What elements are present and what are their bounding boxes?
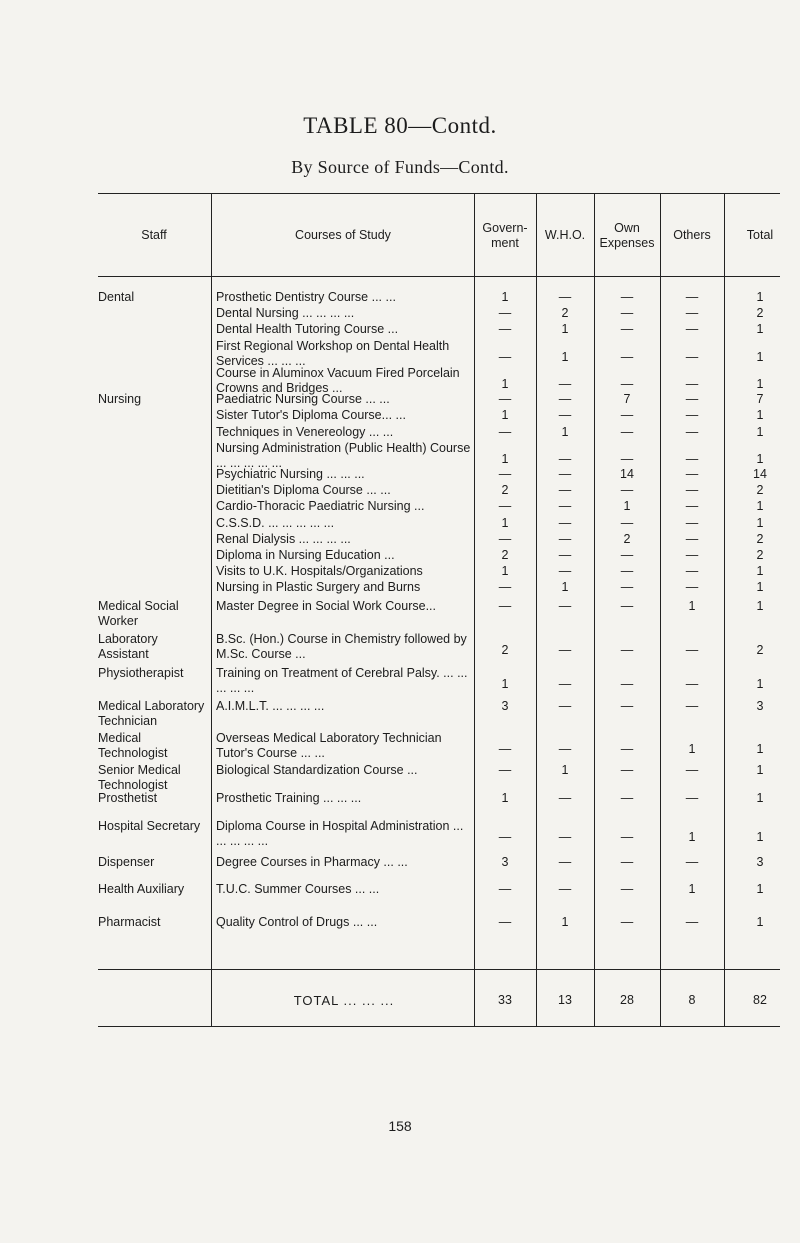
row-government: 1 xyxy=(501,377,509,391)
row-who: — xyxy=(558,855,572,869)
row-own-expenses: — xyxy=(620,322,634,336)
total-others: 8 xyxy=(688,993,696,1007)
row-own-expenses: 2 xyxy=(623,532,631,546)
row-total: 14 xyxy=(753,467,767,481)
row-government: — xyxy=(498,830,512,844)
row-course: C.S.S.D. ... ... ... ... ... xyxy=(216,516,335,530)
total-total: 82 xyxy=(753,993,767,1007)
row-own-expenses: — xyxy=(620,290,634,304)
row-own-expenses: — xyxy=(620,763,634,777)
row-who: 1 xyxy=(561,580,569,594)
row-own-expenses: — xyxy=(620,452,634,466)
row-total: 3 xyxy=(756,855,764,869)
row-staff: Physiotherapist xyxy=(98,666,184,680)
row-others: — xyxy=(685,452,699,466)
row-others: — xyxy=(685,763,699,777)
row-course: Quality Control of Drugs ... ... xyxy=(216,915,378,929)
row-others: — xyxy=(685,467,699,481)
row-total: 1 xyxy=(756,290,764,304)
row-total: 3 xyxy=(756,699,764,713)
row-who: 1 xyxy=(561,322,569,336)
row-own-expenses: — xyxy=(620,882,634,896)
row-government: 1 xyxy=(501,677,509,691)
table-title: TABLE 80—Contd. xyxy=(303,113,497,138)
row-staff: Health Auxiliary xyxy=(98,882,185,896)
row-course: Course in Aluminox Vacuum Fired Porcelain Crowns and Bridges ... xyxy=(216,366,460,395)
row-government: 1 xyxy=(501,564,509,578)
row-others: — xyxy=(685,791,699,805)
row-who: 1 xyxy=(561,350,569,364)
row-others: — xyxy=(685,392,699,406)
row-course: First Regional Workshop on Dental Health Services ... ... ... xyxy=(216,339,450,368)
total-top-rule xyxy=(98,969,780,970)
row-government: 1 xyxy=(501,452,509,466)
row-own-expenses: — xyxy=(620,425,634,439)
row-government: 3 xyxy=(501,855,509,869)
row-total: 1 xyxy=(756,830,764,844)
row-government: 2 xyxy=(501,548,509,562)
row-others: — xyxy=(685,532,699,546)
row-total: 1 xyxy=(756,677,764,691)
row-total: 1 xyxy=(756,425,764,439)
row-own-expenses: — xyxy=(620,580,634,594)
row-own-expenses: — xyxy=(620,855,634,869)
header-total: Total xyxy=(746,228,774,242)
row-who: — xyxy=(558,408,572,422)
row-own-expenses: — xyxy=(620,830,634,844)
row-own-expenses: — xyxy=(620,408,634,422)
row-total: 1 xyxy=(756,564,764,578)
row-who: — xyxy=(558,742,572,756)
row-others: 1 xyxy=(688,882,696,896)
row-total: 1 xyxy=(756,377,764,391)
row-own-expenses: — xyxy=(620,350,634,364)
row-own-expenses: — xyxy=(620,699,634,713)
row-others: — xyxy=(685,425,699,439)
row-course: Biological Standardization Course ... xyxy=(216,763,418,777)
row-total: 1 xyxy=(756,882,764,896)
row-own-expenses: — xyxy=(620,599,634,613)
row-own-expenses: — xyxy=(620,791,634,805)
row-course: Prosthetic Dentistry Course ... ... xyxy=(216,290,396,304)
row-government: 3 xyxy=(501,699,509,713)
page-number: 158 xyxy=(388,1118,412,1134)
row-staff: Dental xyxy=(98,290,135,304)
row-government: — xyxy=(498,580,512,594)
row-others: — xyxy=(685,643,699,657)
row-others: — xyxy=(685,483,699,497)
row-course: Diploma in Nursing Education ... xyxy=(216,548,395,562)
row-course: Diploma Course in Hospital Administration ... ... ... ... ... xyxy=(216,819,464,848)
row-government: 1 xyxy=(501,516,509,530)
row-course: Master Degree in Social Work Course... xyxy=(216,599,436,613)
row-others: — xyxy=(685,855,699,869)
row-who: — xyxy=(558,677,572,691)
row-staff: Hospital Secretary xyxy=(98,819,201,833)
row-others: — xyxy=(685,408,699,422)
row-others: — xyxy=(685,499,699,513)
row-who: 1 xyxy=(561,763,569,777)
row-others: 1 xyxy=(688,742,696,756)
row-own-expenses: — xyxy=(620,915,634,929)
row-others: — xyxy=(685,548,699,562)
row-total: 2 xyxy=(756,532,764,546)
row-who: — xyxy=(558,548,572,562)
row-total: 1 xyxy=(756,516,764,530)
row-others: 1 xyxy=(688,599,696,613)
header-bottom-rule xyxy=(98,276,780,277)
row-who: — xyxy=(558,499,572,513)
row-own-expenses: 1 xyxy=(623,499,631,513)
row-government: 1 xyxy=(501,408,509,422)
row-government: — xyxy=(498,467,512,481)
row-course: Training on Treatment of Cerebral Palsy. ... ... ... ... ... xyxy=(216,666,468,695)
row-own-expenses: — xyxy=(620,516,634,530)
row-government: 2 xyxy=(501,483,509,497)
row-own-expenses: — xyxy=(620,483,634,497)
row-who: — xyxy=(558,290,572,304)
row-others: — xyxy=(685,306,699,320)
row-total: 2 xyxy=(756,483,764,497)
total-own-expenses: 28 xyxy=(620,993,634,1007)
row-own-expenses: — xyxy=(620,564,634,578)
row-who: — xyxy=(558,467,572,481)
row-staff: Prosthetist xyxy=(98,791,158,805)
row-total: 1 xyxy=(756,499,764,513)
row-own-expenses: — xyxy=(620,377,634,391)
row-staff: Dispenser xyxy=(98,855,155,869)
row-total: 2 xyxy=(756,548,764,562)
row-staff: Laboratory Assistant xyxy=(98,632,158,661)
row-course: Overseas Medical Laboratory Technician Tutor's Course ... ... xyxy=(216,731,442,760)
row-others: — xyxy=(685,377,699,391)
row-others: — xyxy=(685,580,699,594)
row-who: — xyxy=(558,532,572,546)
row-total: 1 xyxy=(756,599,764,613)
row-staff: Medical Laboratory Technician xyxy=(98,699,205,728)
row-government: — xyxy=(498,763,512,777)
row-own-expenses: — xyxy=(620,643,634,657)
row-government: 1 xyxy=(501,791,509,805)
header-courses: Courses of Study xyxy=(295,228,391,242)
row-course: Paediatric Nursing Course ... ... xyxy=(216,392,390,406)
row-who: — xyxy=(558,392,572,406)
row-course: Techniques in Venereology ... ... xyxy=(216,425,394,439)
row-government: — xyxy=(498,499,512,513)
row-government: — xyxy=(498,915,512,929)
row-own-expenses: — xyxy=(620,742,634,756)
header-others: Others xyxy=(673,228,711,242)
row-who: — xyxy=(558,564,572,578)
row-total: 1 xyxy=(756,408,764,422)
table-top-rule xyxy=(98,193,780,194)
row-others: 1 xyxy=(688,830,696,844)
row-who: 1 xyxy=(561,425,569,439)
row-course: Prosthetic Training ... ... ... xyxy=(216,791,362,805)
row-government: 1 xyxy=(501,290,509,304)
row-others: — xyxy=(685,516,699,530)
row-government: — xyxy=(498,742,512,756)
row-government: — xyxy=(498,306,512,320)
row-course: A.I.M.L.T. ... ... ... ... xyxy=(216,699,325,713)
row-others: — xyxy=(685,699,699,713)
row-who: 2 xyxy=(561,306,569,320)
row-who: — xyxy=(558,791,572,805)
row-course: Nursing in Plastic Surgery and Burns xyxy=(216,580,421,594)
row-course: Degree Courses in Pharmacy ... ... xyxy=(216,855,408,869)
row-total: 2 xyxy=(756,643,764,657)
row-who: 1 xyxy=(561,915,569,929)
row-who: — xyxy=(558,452,572,466)
row-who: — xyxy=(558,516,572,530)
row-total: 1 xyxy=(756,452,764,466)
row-course: T.U.C. Summer Courses ... ... xyxy=(216,882,380,896)
row-total: 1 xyxy=(756,763,764,777)
row-course: Psychiatric Nursing ... ... ... xyxy=(216,467,365,481)
row-who: — xyxy=(558,599,572,613)
row-own-expenses: — xyxy=(620,677,634,691)
header-who: W.H.O. xyxy=(544,228,586,242)
row-government: — xyxy=(498,425,512,439)
row-total: 7 xyxy=(756,392,764,406)
row-course: Dietitian's Diploma Course ... ... xyxy=(216,483,391,497)
row-staff: Medical Technologist xyxy=(98,731,168,760)
row-total: 1 xyxy=(756,322,764,336)
row-course: Visits to U.K. Hospitals/Organizations xyxy=(216,564,423,578)
row-own-expenses: 14 xyxy=(620,467,634,481)
row-total: 2 xyxy=(756,306,764,320)
row-others: — xyxy=(685,915,699,929)
row-staff: Pharmacist xyxy=(98,915,161,929)
row-others: — xyxy=(685,350,699,364)
total-government: 33 xyxy=(498,993,512,1007)
table-bottom-rule xyxy=(98,1026,780,1027)
col-divider-staff xyxy=(211,194,212,1026)
table-subtitle: By Source of Funds—Contd. xyxy=(291,157,509,177)
row-who: — xyxy=(558,699,572,713)
row-course: B.Sc. (Hon.) Course in Chemistry followed by M.Sc. Course ... xyxy=(216,632,467,661)
row-total: 1 xyxy=(756,580,764,594)
row-government: — xyxy=(498,392,512,406)
total-label: TOTAL ... ... ... xyxy=(293,993,395,1008)
row-who: — xyxy=(558,483,572,497)
row-government: — xyxy=(498,532,512,546)
header-own-expenses: Own Expenses xyxy=(599,221,655,250)
row-own-expenses: — xyxy=(620,548,634,562)
row-others: — xyxy=(685,677,699,691)
row-others: — xyxy=(685,290,699,304)
row-total: 1 xyxy=(756,915,764,929)
row-staff: Senior Medical Technologist xyxy=(98,763,181,792)
row-others: — xyxy=(685,564,699,578)
row-who: — xyxy=(558,643,572,657)
row-course: Nursing Administration (Public Health) Course ... ... ... ... ... xyxy=(216,441,471,470)
row-staff: Nursing xyxy=(98,392,142,406)
row-who: — xyxy=(558,882,572,896)
row-own-expenses: — xyxy=(620,306,634,320)
row-government: — xyxy=(498,882,512,896)
row-government: 2 xyxy=(501,643,509,657)
row-total: 1 xyxy=(756,350,764,364)
row-government: — xyxy=(498,350,512,364)
row-total: 1 xyxy=(756,791,764,805)
row-course: Dental Nursing ... ... ... ... xyxy=(216,306,355,320)
header-government: Govern- ment xyxy=(482,221,528,250)
row-course: Dental Health Tutoring Course ... xyxy=(216,322,399,336)
row-staff: Medical Social Worker xyxy=(98,599,179,628)
row-government: — xyxy=(498,599,512,613)
row-course: Sister Tutor's Diploma Course... ... xyxy=(216,408,406,422)
row-course: Renal Dialysis ... ... ... ... xyxy=(216,532,351,546)
row-own-expenses: 7 xyxy=(623,392,631,406)
row-others: — xyxy=(685,322,699,336)
total-who: 13 xyxy=(558,993,572,1007)
row-who: — xyxy=(558,377,572,391)
header-staff: Staff xyxy=(141,228,167,242)
row-who: — xyxy=(558,830,572,844)
row-total: 1 xyxy=(756,742,764,756)
row-government: — xyxy=(498,322,512,336)
row-course: Cardio-Thoracic Paediatric Nursing ... xyxy=(216,499,425,513)
